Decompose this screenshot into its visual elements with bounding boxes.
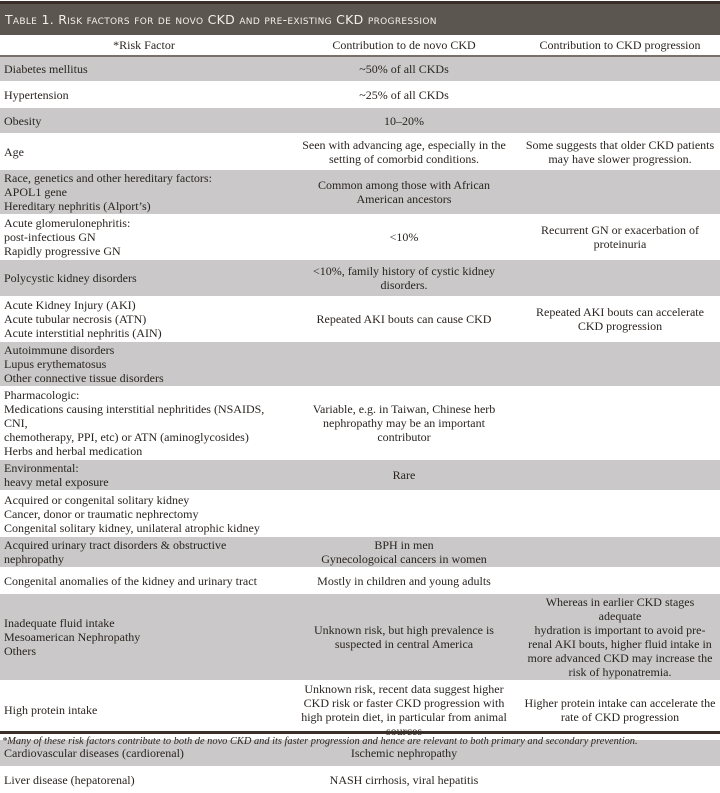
cell-risk-factor (0, 82, 288, 108)
cell-line: Ischemic nephropathy (350, 746, 458, 760)
cell-line: Repeated AKI bouts can cause CKD (316, 312, 492, 326)
table-row (0, 342, 720, 387)
cell-line: Unknown risk, recent data suggest higher (304, 682, 504, 696)
cell-de-novo (288, 56, 520, 82)
cell-risk-factor (0, 594, 288, 681)
cell-risk-factor (0, 297, 288, 342)
cell-line: Acute tubular necrosis (ATN) (4, 312, 147, 326)
cell-line: Acute glomerulonephritis: (4, 216, 131, 230)
cell-line: CKD progression (577, 319, 663, 333)
cell-line: contributor (377, 430, 431, 444)
cell-risk-factor (0, 767, 288, 793)
cell-progression (520, 568, 720, 594)
cell-line: disorders. (380, 278, 428, 292)
cell-risk-factor (0, 170, 288, 215)
cell-progression (520, 215, 720, 260)
cell-line: renal AKI bouts, higher fluid intake in (528, 637, 712, 651)
cell-line: Mesoamerican Nephropathy (4, 630, 141, 644)
footnote: *Many of these risk factors contribute to both de novo CKD and its faster progression and hence are relevant to both primary and secondary prevention. (2, 736, 638, 747)
cell-line: CKD risk or faster CKD progression with (303, 696, 505, 710)
cell-line: Unknown risk, but high prevalence is (314, 623, 494, 637)
cell-progression (520, 537, 720, 568)
cell-progression (520, 491, 720, 537)
cell-de-novo (288, 134, 520, 170)
cell-progression (520, 342, 720, 387)
cell-de-novo (288, 387, 520, 460)
cell-line: American ancestors (356, 192, 452, 206)
cell-risk-factor (0, 342, 288, 387)
cell-de-novo (288, 260, 520, 297)
cell-progression (520, 82, 720, 108)
cell-risk-factor (0, 134, 288, 170)
table-row (0, 170, 720, 215)
cell-line: Herbs and herbal medication (4, 444, 143, 458)
cell-risk-factor (0, 491, 288, 537)
cell-risk-factor (0, 568, 288, 594)
cell-de-novo (288, 297, 520, 342)
table-row (0, 82, 720, 108)
cell-line: Hereditary nephritis (Alport’s) (4, 199, 151, 213)
cell-line: <10% (389, 230, 419, 244)
cell-line: Seen with advancing age, especially in the (302, 137, 506, 152)
cell-line: hydration is important to avoid pre- (534, 623, 706, 637)
table-row (0, 491, 720, 537)
cell-de-novo (288, 342, 520, 387)
cell-line: <10%, family history of cystic kidney (312, 264, 496, 278)
header-row (0, 35, 720, 56)
table-row (0, 568, 720, 594)
cell-line: rate of CKD progression (560, 710, 680, 724)
cell-line: Variable, e.g. in Taiwan, Chinese herb (312, 402, 496, 416)
cell-line: ~50% of all CKDs (359, 62, 449, 76)
cell-line: Cardiovascular diseases (cardiorenal) (4, 746, 184, 760)
cell-risk-factor (0, 108, 288, 134)
bottom-rule (0, 731, 720, 734)
cell-line: High protein intake (4, 703, 98, 717)
column-header-progression: Contribution to CKD progression (520, 35, 720, 56)
cell-line: Cancer, donor or traumatic nephrectomy (4, 506, 199, 521)
cell-line: ~25% of all CKDs (359, 87, 449, 102)
cell-de-novo (288, 215, 520, 260)
table-title: Table 1. Risk factors for de novo CKD and pre-existing CKD progression (0, 4, 720, 35)
cell-risk-factor (0, 460, 288, 491)
cell-line: Congenital solitary kidney, unilateral atrophic kidney (4, 520, 260, 535)
cell-progression (520, 108, 720, 134)
cell-line: suspected in central America (334, 637, 474, 651)
cell-line: Acquired or congenital solitary kidney (4, 492, 190, 507)
cell-de-novo (288, 82, 520, 108)
cell-de-novo (288, 460, 520, 491)
cell-risk-factor (0, 56, 288, 82)
cell-line: 10–20% (384, 113, 424, 128)
cell-line: nephropathy may be an important (323, 416, 485, 430)
cell-line: Gynecologoical cancers in women (321, 552, 487, 566)
cell-line: Other connective tissue disorders (4, 371, 164, 385)
cell-de-novo (288, 594, 520, 681)
cell-line: Acute interstitial nephritis (AIN) (4, 326, 162, 340)
cell-line: Age (4, 144, 24, 159)
cell-line: Some suggests that older CKD patients (525, 137, 715, 152)
cell-line: Lupus erythematosus (4, 357, 107, 371)
cell-line: Polycystic kidney disorders (4, 271, 137, 285)
cell-line: risk of hyponatremia. (568, 665, 672, 679)
cell-risk-factor (0, 387, 288, 460)
cell-de-novo (288, 491, 520, 537)
cell-de-novo (288, 767, 520, 793)
cell-line: Common among those with African (318, 178, 490, 192)
table-row (0, 297, 720, 342)
cell-de-novo (288, 568, 520, 594)
cell-progression (520, 297, 720, 342)
cell-line: high protein diet, in particular from animal (301, 710, 507, 724)
cell-line: Rapidly progressive GN (4, 244, 121, 258)
cell-line: Rare (392, 468, 416, 482)
cell-line: more advanced CKD may increase the (527, 651, 713, 665)
cell-line: may have slower progression. (548, 151, 692, 166)
cell-progression (520, 594, 720, 681)
cell-line: Whereas in earlier CKD stages adequate (545, 595, 695, 623)
cell-line: chemotherapy, PPI, etc) or ATN (aminoglycosides) (4, 430, 249, 444)
cell-line: Pharmacologic: (4, 388, 80, 402)
column-header-risk-factor: *Risk Factor (0, 35, 288, 56)
cell-risk-factor (0, 260, 288, 297)
cell-line: Acquired urinary tract disorders & obstructive nephropathy (4, 538, 227, 566)
table-row (0, 260, 720, 297)
cell-line: heavy metal exposure (4, 475, 109, 489)
table-row (0, 767, 720, 793)
cell-progression (520, 134, 720, 170)
cell-line: setting of comorbid conditions. (329, 151, 479, 166)
cell-line: Acute Kidney Injury (AKI) (4, 298, 136, 312)
cell-progression (520, 260, 720, 297)
cell-progression (520, 170, 720, 215)
table-row (0, 56, 720, 82)
cell-de-novo (288, 108, 520, 134)
cell-line: Others (4, 644, 36, 658)
cell-line: Repeated AKI bouts can accelerate (536, 305, 704, 319)
cell-line: BPH in men (374, 538, 434, 552)
cell-line: Autoimmune disorders (4, 343, 115, 357)
cell-line: Inadequate fluid intake (4, 616, 115, 630)
risk-factor-table (0, 35, 720, 793)
cell-line: Hypertension (4, 87, 69, 102)
cell-de-novo (288, 537, 520, 568)
table-row (0, 594, 720, 681)
cell-line: Mostly in children and young adults (317, 573, 491, 588)
table-row (0, 134, 720, 170)
column-header-de-novo: Contribution to de novo CKD (288, 35, 520, 56)
cell-line: proteinuria (593, 237, 647, 251)
cell-line: Environmental: (4, 461, 79, 475)
cell-line: Obesity (4, 113, 42, 128)
cell-progression (520, 56, 720, 82)
cell-risk-factor (0, 215, 288, 260)
cell-line: APOL1 gene (4, 185, 67, 199)
cell-line: Congenital anomalies of the kidney and urinary tract (4, 573, 257, 588)
cell-line: Recurrent GN or exacerbation of (541, 223, 699, 237)
cell-line: Medications causing interstitial nephritides (NSAIDS, CNI, (4, 402, 265, 430)
cell-line: Higher protein intake can accelerate the (524, 696, 716, 710)
cell-line: post-infectious GN (4, 230, 96, 244)
cell-line: NASH cirrhosis, viral hepatitis (329, 772, 479, 787)
table-row (0, 108, 720, 134)
cell-progression (520, 387, 720, 460)
cell-line: Liver disease (hepatorenal) (4, 772, 135, 787)
table-row (0, 537, 720, 568)
cell-progression (520, 460, 720, 491)
table-row (0, 387, 720, 460)
cell-line: Diabetes mellitus (4, 62, 88, 76)
table-row (0, 460, 720, 491)
cell-de-novo (288, 170, 520, 215)
cell-line: Race, genetics and other hereditary factors: (4, 171, 212, 185)
table-row (0, 215, 720, 260)
cell-risk-factor (0, 537, 288, 568)
table-body (0, 56, 720, 793)
cell-progression (520, 767, 720, 793)
